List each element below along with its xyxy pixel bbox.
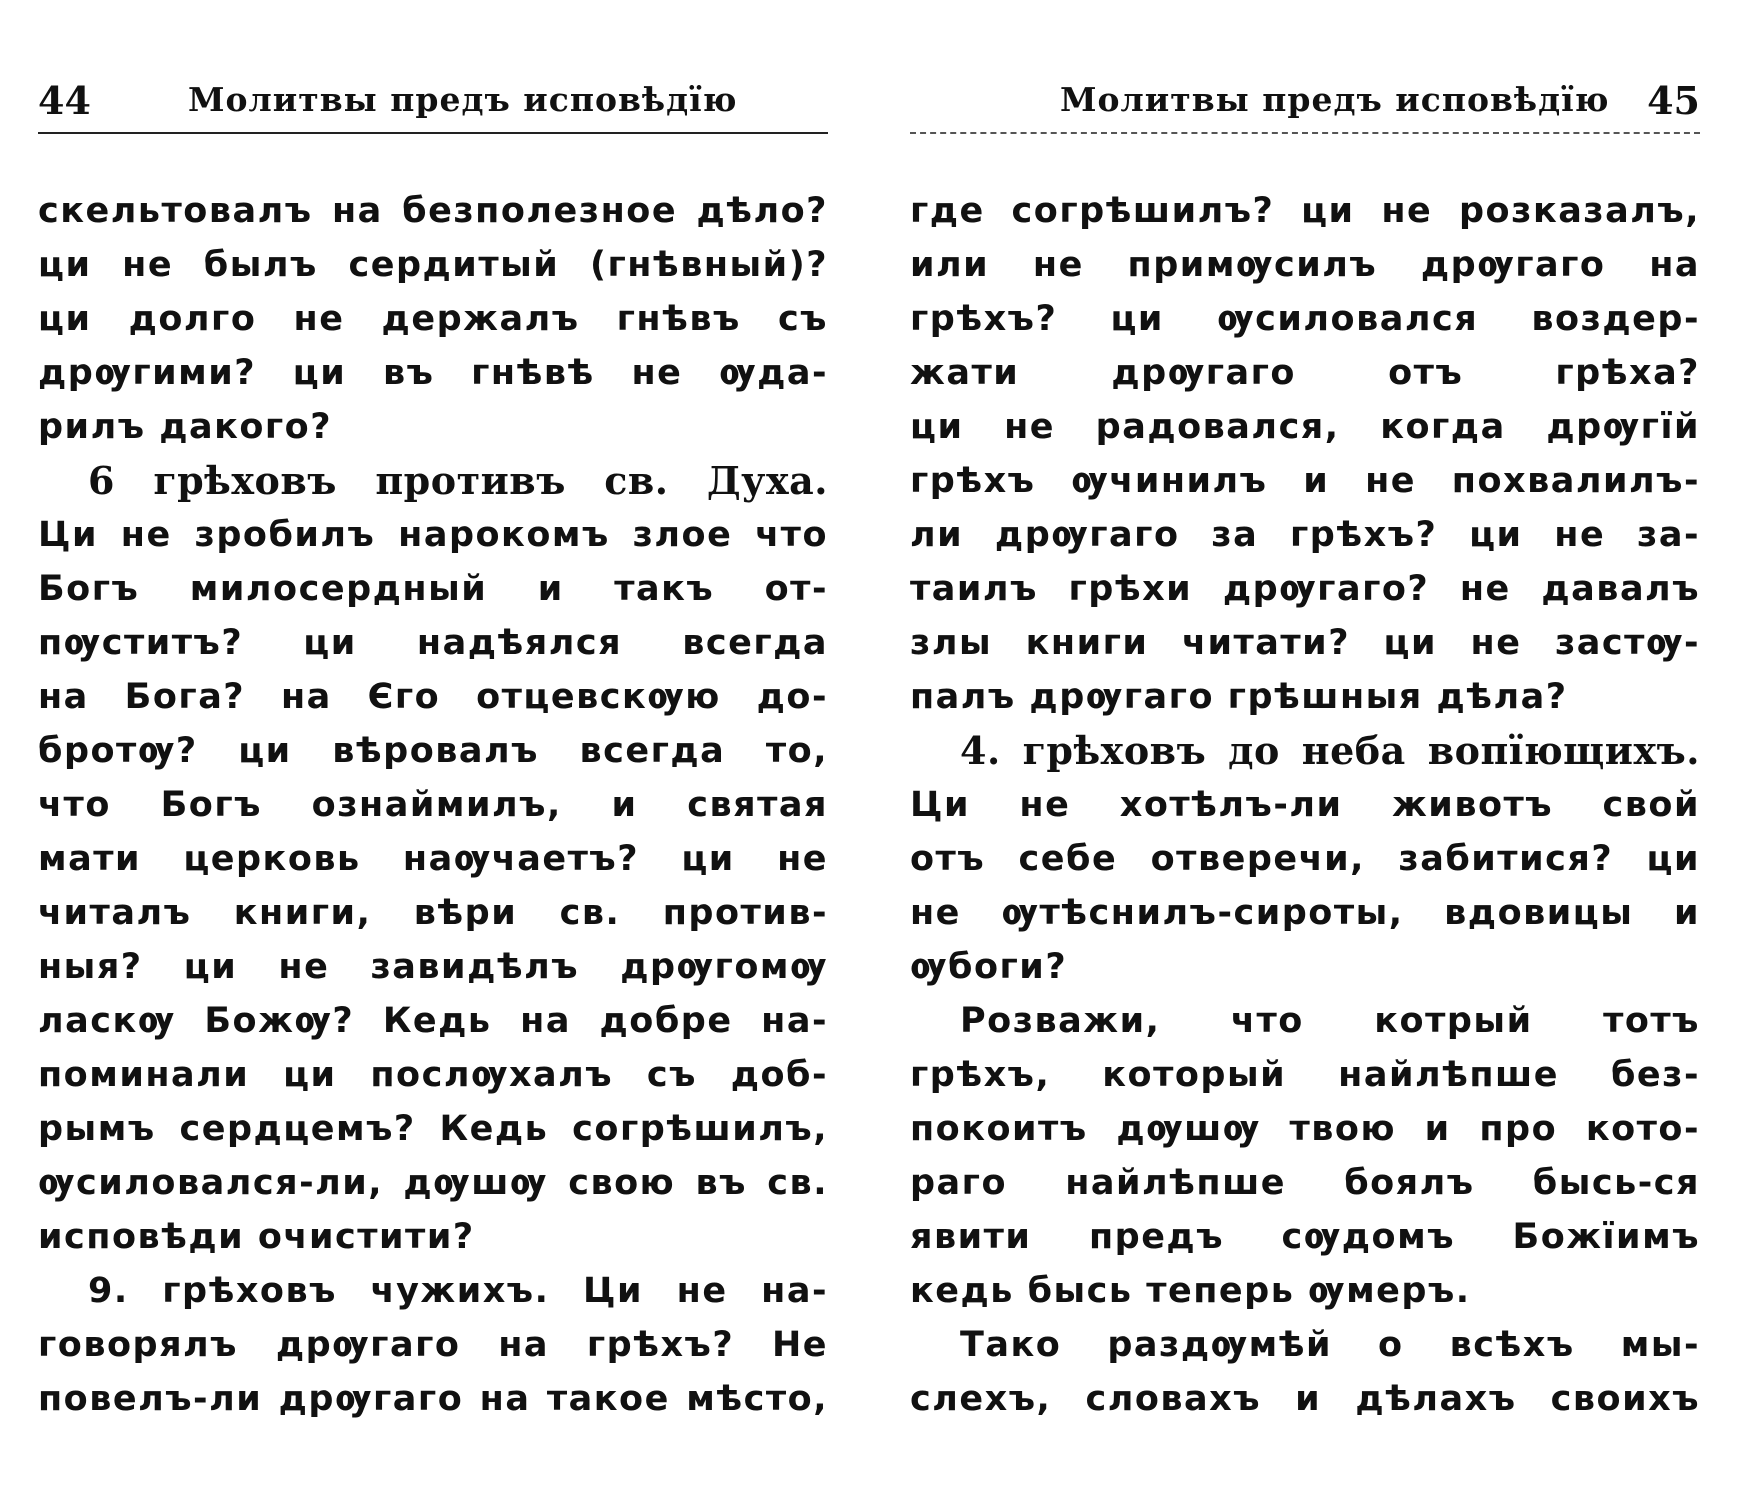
text-line: не ѹтѣснилъ-сироты, вдовицы и (910, 893, 1700, 933)
text-line: повелъ-ли дрѹгаго на такое мѣсто, (38, 1379, 828, 1419)
text-line: ци не радовался, когда дрѹгїй (910, 407, 1700, 447)
text-line: слехъ, словахъ и дѣлахъ своихъ (910, 1379, 1700, 1419)
text-line: ѹсиловался-ли, дѹшѹ свою въ св. (38, 1163, 828, 1203)
left-running-head (38, 70, 828, 134)
text-line: отъ себе отверечи, забитися? ци (910, 839, 1700, 879)
text-line: говорялъ дрѹгаго на грѣхъ? Не (38, 1325, 828, 1365)
text-line: грѣхъ ѹчинилъ и не похвалилъ- (910, 461, 1700, 501)
text-line: или не примѹсилъ дрѹгаго на (910, 245, 1700, 285)
text-line: Ци не хотѣлъ-ли животъ свой (910, 785, 1700, 825)
text-line: ци не былъ сердитый (гнѣвный)? (38, 245, 828, 285)
text-line: жати дрѹгаго отъ грѣха? (910, 353, 1700, 393)
text-line: бротѹ? ци вѣровалъ всегда то, (38, 731, 828, 771)
text-line: где согрѣшилъ? ци не розказалъ, (910, 191, 1700, 231)
left-page-number: 44 (38, 78, 91, 123)
text-line: на Бога? на Єго отцевскѹю до- (38, 677, 828, 717)
text-line: ци долго не держалъ гнѣвъ съ (38, 299, 828, 339)
text-line: рымъ сердцемъ? Кедь согрѣшилъ, (38, 1109, 828, 1149)
right-page-number: 45 (1647, 78, 1700, 123)
text-line: пѹститъ? ци надѣялся всегда (38, 623, 828, 663)
text-line: покоитъ дѹшѹ твою и про кото- (910, 1109, 1700, 1149)
text-line: палъ дрѹгаго грѣшныя дѣла? (910, 677, 1568, 717)
text-line: ли дрѹгаго за грѣхъ? ци не за- (910, 515, 1700, 555)
right-page (910, 70, 1700, 1470)
text-line: Ци не зробилъ нарокомъ злое что (38, 515, 828, 555)
text-line: мати церковь наѹчаетъ? ци не (38, 839, 828, 879)
text-line: рилъ дакого? (38, 407, 333, 447)
text-line: кедь бысь теперь ѹмеръ. (910, 1271, 1471, 1311)
section-heading-line: 4. грѣховъ до неба вопїющихъ. (960, 728, 1700, 773)
text-line: явити предъ сѹдомъ Божїимъ (910, 1217, 1700, 1257)
text-line: ныя? ци не завидѣлъ дрѹгомѹ (38, 947, 828, 987)
text-line: поминали ци послѹхалъ съ доб- (38, 1055, 828, 1095)
text-line: ласкѹ Божѹ? Кедь на добре на- (38, 1001, 828, 1041)
text-line: грѣхъ, который найлѣпше без- (910, 1055, 1700, 1095)
left-body-text (38, 184, 828, 1426)
text-line: скельтовалъ на безполезное дѣло? (38, 191, 828, 231)
text-line: Тако раздѹмѣй о всѣхъ мы- (960, 1325, 1700, 1365)
text-line: таилъ грѣхи дрѹгаго? не давалъ (910, 569, 1700, 609)
text-line: дрѹгими? ци въ гнѣвѣ не ѹдa- (38, 353, 828, 393)
section-heading-line: 6 грѣховъ противъ св. Духа. (88, 458, 828, 503)
text-line: 9. грѣховъ чужихъ. Ци не на- (88, 1271, 828, 1311)
text-line: читалъ книги, вѣри св. против- (38, 893, 828, 933)
left-page (38, 70, 828, 1470)
right-running-title: Молитвы предъ исповѣдїю (1060, 80, 1610, 119)
left-running-title: Молитвы предъ исповѣдїю (188, 80, 738, 119)
right-running-head (910, 70, 1700, 134)
text-line: раго найлѣпше боялъ бысь-ся (910, 1163, 1700, 1203)
text-line: что Богъ ознаймилъ, и святая (38, 785, 828, 825)
text-line: грѣхъ? ци ѹсиловался воздер- (910, 299, 1700, 339)
text-line: злы книги читати? ци не застѹ- (910, 623, 1700, 663)
text-line: Розважи, что котрый тотъ (960, 1001, 1700, 1041)
text-line: исповѣди очистити? (38, 1217, 475, 1257)
right-body-text (910, 184, 1700, 1426)
text-line: Богъ милосердный и такъ от- (38, 569, 828, 609)
text-line: ѹбоги? (910, 947, 1068, 987)
